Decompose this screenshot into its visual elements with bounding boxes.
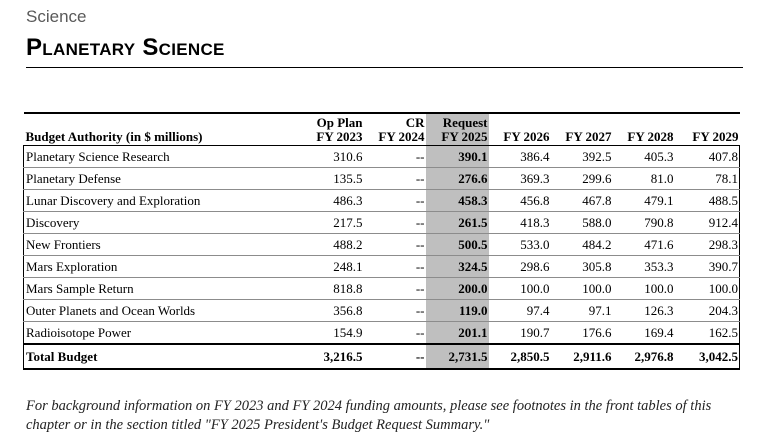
cell-value: 100.0 bbox=[613, 278, 675, 300]
table-row bbox=[24, 322, 740, 345]
row-label: Planetary Defense bbox=[24, 168, 300, 190]
column-header-fy2028: FY 2028 bbox=[627, 129, 674, 144]
cell-value: 353.3 bbox=[613, 256, 675, 278]
cell-value: 500.5 bbox=[426, 234, 489, 256]
cell-value: 324.5 bbox=[426, 256, 489, 278]
table-row bbox=[24, 168, 740, 190]
cell-value: 305.8 bbox=[551, 256, 613, 278]
cell-value: 126.3 bbox=[613, 300, 675, 322]
total-value: 2,731.5 bbox=[426, 344, 489, 369]
row-label: Mars Sample Return bbox=[24, 278, 300, 300]
cell-value: 310.6 bbox=[300, 146, 364, 168]
column-header-fy2025: Request FY 2025 bbox=[426, 113, 489, 146]
total-value: 3,042.5 bbox=[675, 344, 740, 369]
cell-value: 100.0 bbox=[675, 278, 740, 300]
cell-value: 818.8 bbox=[300, 278, 364, 300]
footnote: For background information on FY 2023 and FY 2024 funding amounts, please see footnotes in the front tables of this chapter or in the section titled "FY 2025 President's Budget Request Summary." bbox=[26, 398, 712, 433]
budget-table-container bbox=[23, 112, 739, 370]
row-label: Lunar Discovery and Exploration bbox=[24, 190, 300, 212]
cell-value: 154.9 bbox=[300, 322, 364, 345]
cell-value: 204.3 bbox=[675, 300, 740, 322]
cell-value: 261.5 bbox=[426, 212, 489, 234]
cell-value: 97.4 bbox=[489, 300, 551, 322]
total-label: Total Budget bbox=[24, 344, 300, 369]
cell-value: -- bbox=[364, 190, 426, 212]
cell-value: 467.8 bbox=[551, 190, 613, 212]
cell-value: 201.1 bbox=[426, 322, 489, 345]
page-title: Planetary Science bbox=[26, 34, 225, 61]
total-value: -- bbox=[364, 344, 426, 369]
cell-value: 456.8 bbox=[489, 190, 551, 212]
cell-value: 488.2 bbox=[300, 234, 364, 256]
cell-value: 407.8 bbox=[675, 146, 740, 168]
budget-table bbox=[23, 112, 740, 370]
row-label: Planetary Science Research bbox=[24, 146, 300, 168]
row-label: Outer Planets and Ocean Worlds bbox=[24, 300, 300, 322]
cell-value: 533.0 bbox=[489, 234, 551, 256]
cell-value: 100.0 bbox=[551, 278, 613, 300]
cell-value: 100.0 bbox=[489, 278, 551, 300]
cell-value: 298.3 bbox=[675, 234, 740, 256]
cell-value: 588.0 bbox=[551, 212, 613, 234]
table-row bbox=[24, 212, 740, 234]
cell-value: -- bbox=[364, 322, 426, 345]
cell-value: 248.1 bbox=[300, 256, 364, 278]
cell-value: 81.0 bbox=[613, 168, 675, 190]
total-row bbox=[24, 344, 740, 369]
column-header-fy2023: Op Plan FY 2023 bbox=[316, 115, 363, 144]
cell-value: 386.4 bbox=[489, 146, 551, 168]
section-label: Science bbox=[26, 7, 87, 26]
cell-value: 299.6 bbox=[551, 168, 613, 190]
column-header-fy2029: FY 2029 bbox=[692, 129, 739, 144]
cell-value: -- bbox=[364, 168, 426, 190]
cell-value: 135.5 bbox=[300, 168, 364, 190]
cell-value: 479.1 bbox=[613, 190, 675, 212]
cell-value: -- bbox=[364, 146, 426, 168]
cell-value: 458.3 bbox=[426, 190, 489, 212]
column-header-fy2026: FY 2026 bbox=[503, 129, 550, 144]
table-row bbox=[24, 146, 740, 168]
total-value: 2,911.6 bbox=[551, 344, 613, 369]
table-row bbox=[24, 190, 740, 212]
row-label: Radioisotope Power bbox=[24, 322, 300, 345]
cell-value: 200.0 bbox=[426, 278, 489, 300]
cell-value: 298.6 bbox=[489, 256, 551, 278]
cell-value: 488.5 bbox=[675, 190, 740, 212]
cell-value: 369.3 bbox=[489, 168, 551, 190]
cell-value: 169.4 bbox=[613, 322, 675, 345]
title-divider bbox=[26, 67, 743, 68]
column-header-fy2027: FY 2027 bbox=[565, 129, 612, 144]
table-row bbox=[24, 300, 740, 322]
cell-value: 119.0 bbox=[426, 300, 489, 322]
total-value: 2,976.8 bbox=[613, 344, 675, 369]
cell-value: -- bbox=[364, 234, 426, 256]
total-value: 3,216.5 bbox=[300, 344, 364, 369]
cell-value: 392.5 bbox=[551, 146, 613, 168]
cell-value: -- bbox=[364, 256, 426, 278]
cell-value: 471.6 bbox=[613, 234, 675, 256]
cell-value: 176.6 bbox=[551, 322, 613, 345]
table-row bbox=[24, 278, 740, 300]
total-value: 2,850.5 bbox=[489, 344, 551, 369]
row-label: Discovery bbox=[24, 212, 300, 234]
column-header-fy2024: CR FY 2024 bbox=[378, 115, 425, 144]
cell-value: 390.1 bbox=[426, 146, 489, 168]
cell-value: 276.6 bbox=[426, 168, 489, 190]
cell-value: 486.3 bbox=[300, 190, 364, 212]
row-label: Mars Exploration bbox=[24, 256, 300, 278]
table-header-row bbox=[24, 113, 740, 146]
cell-value: 190.7 bbox=[489, 322, 551, 345]
cell-value: 78.1 bbox=[675, 168, 740, 190]
table-row bbox=[24, 234, 740, 256]
cell-value: 790.8 bbox=[613, 212, 675, 234]
cell-value: 912.4 bbox=[675, 212, 740, 234]
cell-value: 217.5 bbox=[300, 212, 364, 234]
column-header-label: Budget Authority (in $ millions) bbox=[25, 129, 203, 144]
row-label: New Frontiers bbox=[24, 234, 300, 256]
cell-value: 356.8 bbox=[300, 300, 364, 322]
cell-value: 162.5 bbox=[675, 322, 740, 345]
cell-value: 97.1 bbox=[551, 300, 613, 322]
cell-value: -- bbox=[364, 300, 426, 322]
cell-value: 405.3 bbox=[613, 146, 675, 168]
cell-value: 484.2 bbox=[551, 234, 613, 256]
cell-value: 418.3 bbox=[489, 212, 551, 234]
cell-value: -- bbox=[364, 278, 426, 300]
cell-value: -- bbox=[364, 212, 426, 234]
cell-value: 390.7 bbox=[675, 256, 740, 278]
table-row bbox=[24, 256, 740, 278]
